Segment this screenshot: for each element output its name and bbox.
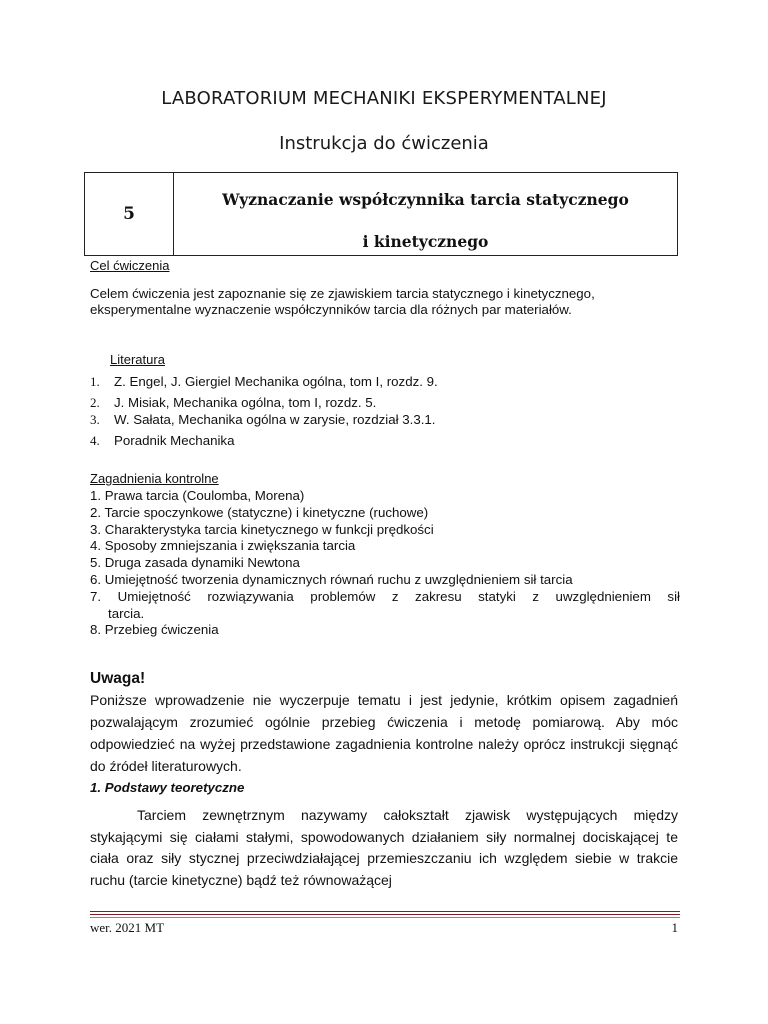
section-heading: 1. Podstawy teoretyczne bbox=[90, 780, 245, 795]
question-item: 6. Umiejętność tworzenia dynamicznych równań ruchu z uwzględnieniem sił tarcia bbox=[90, 571, 573, 587]
exercise-topic-line2: i kinetycznego bbox=[362, 232, 489, 251]
footer-divider bbox=[90, 914, 680, 915]
section-text: Tarciem zewnętrznym nazywamy całokształt zjawisk występujących między stykającymi się ciałami stałymi, spowodowanych działaniem siły normalnej dociskającej te ciała oraz siły stycznej przeciwdziałającej przemieszczaniu ich względem siebie w trakcie ruchu (tarcie kinetyczne) bądź też równoważącej bbox=[90, 807, 678, 888]
goal-line1: Celem ćwiczenia jest zapoznanie się ze zjawiskiem tarcia statycznego i kinetycznego, bbox=[90, 286, 595, 301]
literature-heading: Literatura bbox=[110, 352, 165, 367]
exercise-topic bbox=[174, 173, 677, 255]
exercise-table bbox=[84, 172, 678, 256]
page-number: 1 bbox=[671, 920, 678, 935]
literature-item-text: J. Misiak, Mechanika ogólna, tom I, rozdz. 5. bbox=[114, 395, 377, 410]
exercise-topic-line1: Wyznaczanie współczynnika tarcia statycznego bbox=[222, 190, 629, 209]
question-item: 7. Umiejętność rozwiązywania problemów z zakresu statyki z uwzględnieniem sił bbox=[90, 588, 680, 604]
literature-item-number: 2. bbox=[90, 395, 100, 410]
literature-item-number: 4. bbox=[90, 433, 100, 448]
question-item: 5. Druga zasada dynamiki Newtona bbox=[90, 555, 300, 571]
question-item: 4. Sposoby zmniejszania i zwiększania tarcia bbox=[90, 538, 356, 554]
literature-item-number: 1. bbox=[90, 374, 100, 389]
literature-item-text: W. Sałata, Mechanika ogólna w zarysie, rozdział 3.3.1. bbox=[114, 412, 436, 427]
exercise-number: 5 bbox=[85, 173, 174, 255]
footer-divider bbox=[90, 917, 680, 918]
question-item: 1. Prawa tarcia (Coulomba, Morena) bbox=[90, 488, 305, 503]
question-item-continuation: tarcia. bbox=[108, 605, 145, 621]
question-item: 8. Przebieg ćwiczenia bbox=[90, 622, 219, 638]
warning-text: Poniższe wprowadzenie nie wyczerpuje tematu i jest jedynie, krótkim opisem zagadnień pozwalającym zrozumieć ogólnie przebieg ćwiczenia i metodę pomiarową. Aby móc odpowiedzieć na wyżej przedstawione zagadnienia kontrolne należy oprócz instrukcji sięgnąć do źródeł literaturowych. bbox=[90, 692, 678, 774]
document-subtitle: Instrukcja do ćwiczenia bbox=[279, 133, 489, 154]
questions-list bbox=[90, 488, 680, 639]
question-item: 3. Charakterystyka tarcia kinetycznego w funkcji prędkości bbox=[90, 521, 434, 537]
literature-item bbox=[90, 395, 376, 411]
document-title: LABORATORIUM MECHANIKI EKSPERYMENTALNEJ bbox=[161, 88, 607, 109]
literature-item bbox=[90, 433, 234, 449]
footer-version: wer. 2021 MT bbox=[90, 920, 165, 935]
literature-item-number: 3. bbox=[90, 412, 100, 427]
literature-item-text: Z. Engel, J. Giergiel Mechanika ogólna, tom I, rozdz. 9. bbox=[114, 374, 438, 389]
warning-heading: Uwaga! bbox=[90, 670, 146, 687]
footer-divider bbox=[90, 911, 680, 912]
literature-item-text: Poradnik Mechanika bbox=[114, 433, 235, 448]
literature-item bbox=[90, 412, 436, 428]
question-item: 2. Tarcie spoczynkowe (statyczne) i kinetyczne (ruchowe) bbox=[90, 504, 429, 520]
goal-line2: eksperymentalne wyznaczenie współczynników tarcia dla różnych par materiałów. bbox=[90, 302, 572, 317]
literature-item bbox=[90, 374, 438, 390]
goal-heading: Cel ćwiczenia bbox=[90, 258, 170, 273]
questions-heading: Zagadnienia kontrolne bbox=[90, 471, 219, 486]
